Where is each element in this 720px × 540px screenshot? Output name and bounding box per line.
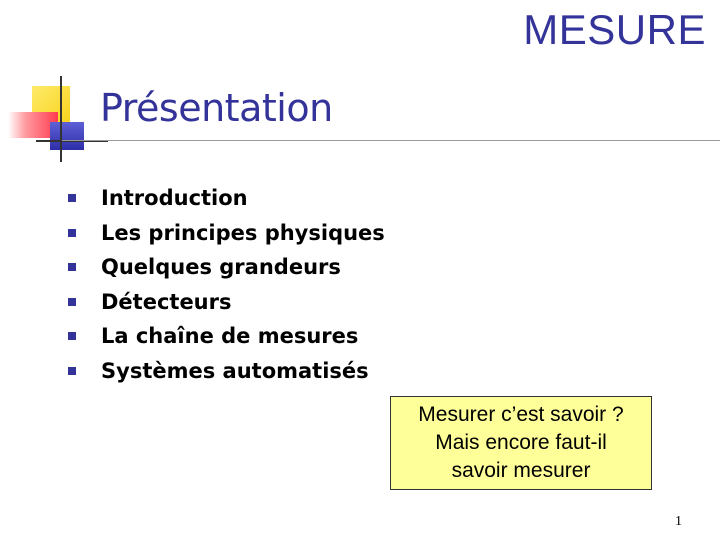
callout-line: savoir mesurer [451, 459, 591, 482]
square-bullet-icon [68, 263, 76, 271]
square-bullet-icon [68, 194, 76, 202]
bullet-text: Détecteurs [101, 289, 232, 314]
section-title: Présentation [100, 86, 333, 130]
square-bullet-icon [68, 298, 76, 306]
page-number: 1 [675, 514, 682, 529]
callout-line: Mais encore faut-il [435, 431, 607, 454]
callout-line: Mesurer c’est savoir ? [418, 403, 624, 426]
decorative-logo [0, 70, 110, 170]
bullet-text: Introduction [101, 186, 248, 210]
bullet-text: Quelques grandeurs [101, 255, 341, 279]
square-bullet-icon [68, 229, 76, 237]
title-divider [62, 140, 720, 141]
callout-box [390, 396, 652, 490]
header-title: MESURE [523, 6, 706, 53]
logo-vertical-line [60, 76, 62, 162]
bullet-text: Systèmes automatisés [101, 358, 369, 383]
square-bullet-icon [68, 367, 76, 375]
logo-blue-square [50, 122, 84, 150]
square-bullet-icon [68, 332, 76, 340]
bullet-text: Les principes physiques [101, 220, 385, 245]
bullet-text: La chaîne de mesures [101, 324, 359, 348]
